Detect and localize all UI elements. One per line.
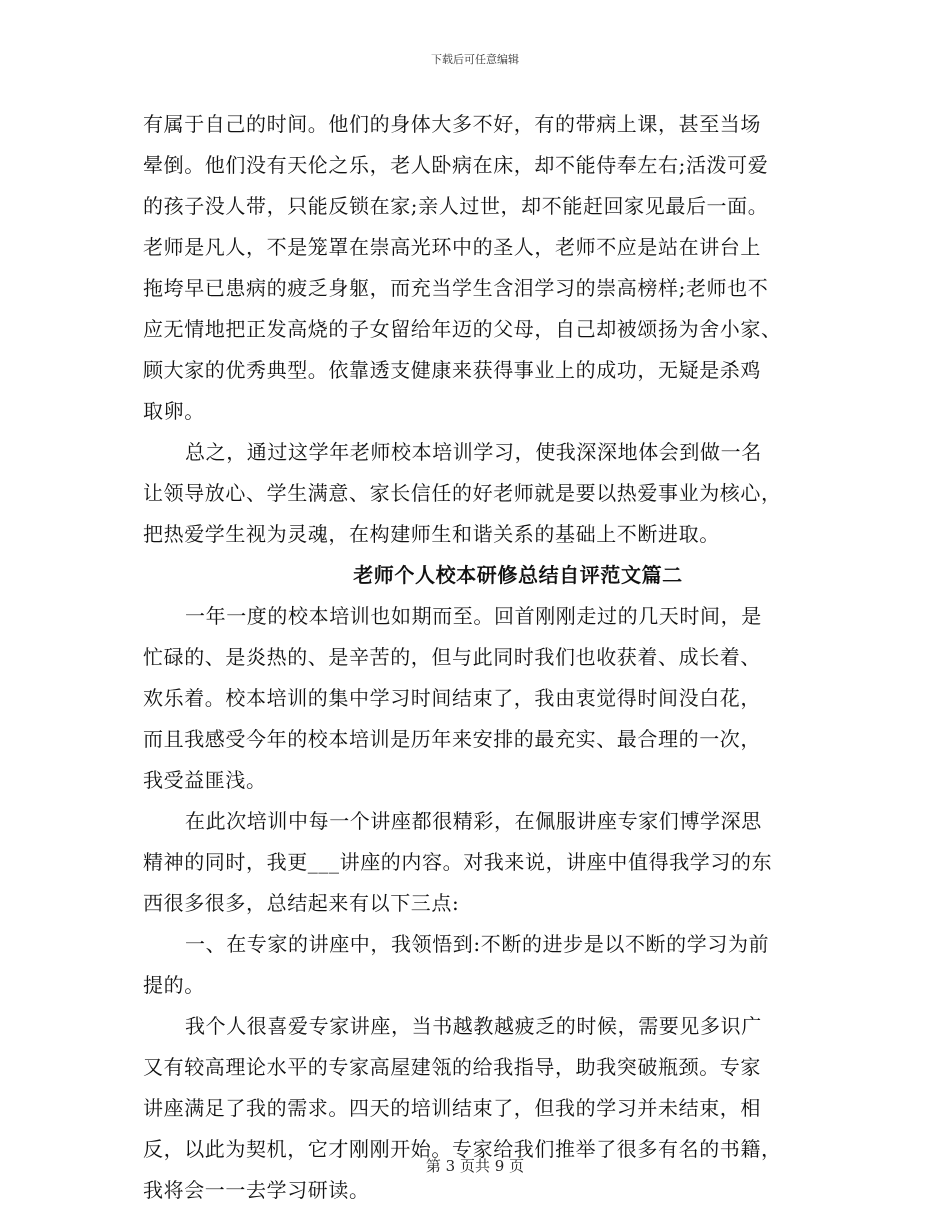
text-line: 西很多很多，总结起来有以下三点: [143,891,460,915]
page-number-footer: 第 3 页共 9 页 [425,1157,525,1175]
text-line: 拖垮早已患病的疲乏身躯，而充当学生含泪学习的崇高榜样;老师也不 [143,276,769,300]
document-body [143,104,823,1211]
page-header: 下载后可任意编辑 [431,53,519,66]
paragraph-start-line: 一、在专家的讲座中，我领悟到:不断的进步是以不断的学习为前 [185,932,770,956]
paragraph-start-line: 在此次培训中每一个讲座都很精彩，在佩服讲座专家们博学深思 [185,809,762,833]
text-line: 让领导放心、学生满意、家长信任的好老师就是要以热爱事业为核心， [143,481,782,505]
text-line: 提的。 [143,973,205,997]
text-line: 精神的同时，我更___讲座的内容。对我来说，讲座中值得我学习的东 [143,850,773,874]
text-line: 我将会一一去学习研读。 [143,1178,370,1202]
section-title: 老师个人校本研修总结自评范文篇二 [353,563,683,587]
text-line: 顾大家的优秀典型。依靠透支健康来获得事业上的成功，无疑是杀鸡 [143,358,761,382]
text-line: 又有较高理论水平的专家高屋建瓴的给我指导，助我突破瓶颈。专家 [143,1055,761,1079]
text-line: 晕倒。他们没有天伦之乐，老人卧病在床，却不能侍奉左右;活泼可爱 [143,153,769,177]
text-line: 应无情地把正发高烧的子女留给年迈的父母，自己却被颂扬为舍小家、 [143,317,782,341]
text-line: 我受益匪浅。 [143,768,267,792]
paragraph-start-line: 我个人很喜爱专家讲座，当书越教越疲乏的时候，需要见多识广 [185,1014,762,1038]
text-line: 忙碌的、是炎热的、是辛苦的，但与此同时我们也收获着、成长着、 [143,645,761,669]
text-line: 欢乐着。校本培训的集中学习时间结束了，我由衷觉得时间没白花， [143,686,761,710]
text-line: 讲座满足了我的需求。四天的培训结束了，但我的学习并未结束，相 [143,1096,761,1120]
text-line: 老师是凡人，不是笼罩在崇高光环中的圣人，老师不应是站在讲台上 [143,235,761,259]
text-line: 而且我感受今年的校本培训是历年来安排的最充实、最合理的一次， [143,727,761,751]
text-line: 取卵。 [143,399,205,423]
paragraph-start-line: 总之，通过这学年老师校本培训学习，使我深深地体会到做一名 [185,440,762,464]
text-line: 把热爱学生视为灵魂，在构建师生和谐关系的基础上不断进取。 [143,522,720,546]
paragraph-start-line: 一年一度的校本培训也如期而至。回首刚刚走过的几天时间，是 [185,604,762,628]
text-line: 的孩子没人带，只能反锁在家;亲人过世，却不能赶回家见最后一面。 [143,194,769,218]
text-line: 反，以此为契机，它才刚刚开始。专家给我们推举了很多有名的书籍， [143,1137,782,1161]
text-line: 有属于自己的时间。他们的身体大多不好，有的带病上课，甚至当场 [143,112,761,136]
